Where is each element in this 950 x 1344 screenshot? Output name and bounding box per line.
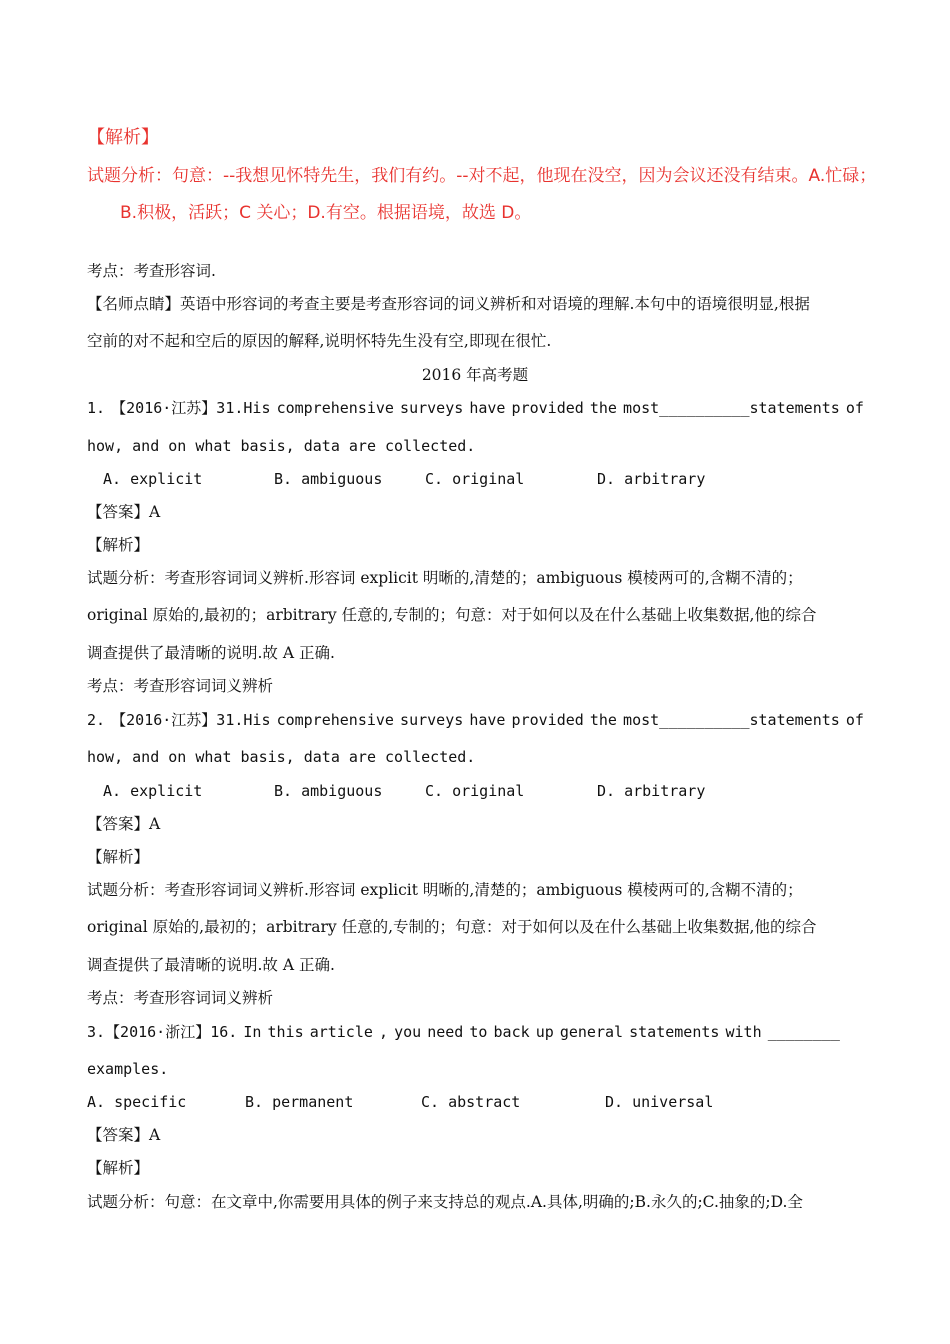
q1-word: provided <box>511 399 584 417</box>
intro-kaodian: 考点：考查形容词. <box>87 262 216 280</box>
intro-tip-line-1: 【名师点睛】英语中形容词的考查主要是考查形容词的词义辨析和对语境的理解.本句中的语境很明显,根据 <box>87 295 810 313</box>
q2-option-b: B. ambiguous <box>274 782 383 800</box>
q1-option-c: C. original <box>425 470 525 488</box>
q2-jiexi: 【解析】 <box>87 848 150 866</box>
q3-stem-line-2: examples. <box>87 1060 169 1078</box>
q3-word: to <box>469 1023 488 1041</box>
q3-word: up <box>535 1023 554 1041</box>
q3-word: In <box>243 1023 262 1041</box>
q3-word: with <box>725 1023 762 1041</box>
q3-word: general <box>559 1023 624 1041</box>
q3-word: statements <box>629 1023 720 1041</box>
q2-word: of <box>845 711 864 729</box>
q1-analysis-line-1: 试题分析：考查形容词词义辨析.形容词 explicit 明晰的,清楚的；ambiguous 模棱两可的,含糊不清的； <box>87 569 803 587</box>
q1-kaodian: 考点：考查形容词词义辨析 <box>87 677 274 695</box>
q2-word: surveys <box>400 711 464 729</box>
q3-word: you <box>394 1023 422 1041</box>
q3-analysis-line-1: 试题分析：句意：在文章中,你需要用具体的例子来支持总的观点.A.具体,明确的;B.永久的;C.抽象的;D.全 <box>87 1193 803 1211</box>
q1-stem-line-1 <box>87 398 864 418</box>
q2-word: comprehensive <box>276 711 394 729</box>
q3-option-a: A. specific <box>87 1093 187 1111</box>
q3-word: this <box>267 1023 304 1041</box>
q2-word: the <box>589 711 617 729</box>
q1-option-b: B. ambiguous <box>274 470 383 488</box>
q1-word: have <box>469 399 506 417</box>
intro-heading: 【解析】 <box>87 127 159 148</box>
q3-word: 3.【2016·浙江】16. <box>87 1023 238 1041</box>
q1-word: 【2016·江苏】31.His <box>111 399 271 417</box>
q1-answer: 【答案】A <box>87 503 161 521</box>
q3-stem-line-1 <box>87 1022 840 1042</box>
q2-word: most__________statements <box>623 711 840 729</box>
q1-option-a: A. explicit <box>103 470 203 488</box>
q3-option-d: D. universal <box>605 1093 714 1111</box>
q3-answer: 【答案】A <box>87 1126 161 1144</box>
q1-word: comprehensive <box>276 399 394 417</box>
q1-word: 1. <box>87 399 106 417</box>
q1-option-d: D. arbitrary <box>597 470 706 488</box>
q1-analysis-line-3: 调查提供了最清晰的说明.故 A 正确. <box>87 644 335 662</box>
q3-word: , <box>378 1023 388 1041</box>
q1-word: most__________statements <box>623 399 840 417</box>
q2-option-a: A. explicit <box>103 782 203 800</box>
q1-jiexi: 【解析】 <box>87 536 150 554</box>
q3-option-b: B. permanent <box>245 1093 354 1111</box>
q2-answer: 【答案】A <box>87 815 161 833</box>
intro-analysis-line-2: B.积极，活跃；C 关心；D.有空。根据语境，故选 D。 <box>120 203 532 223</box>
q2-word: have <box>469 711 506 729</box>
q1-analysis-line-2: original 原始的,最初的；arbitrary 任意的,专制的；句意：对于如何以及在什么基础上收集数据,他的综合 <box>87 606 817 624</box>
q2-option-c: C. original <box>425 782 525 800</box>
q3-word: back <box>493 1023 530 1041</box>
q1-word: the <box>589 399 617 417</box>
q2-analysis-line-2: original 原始的,最初的；arbitrary 任意的,专制的；句意：对于如何以及在什么基础上收集数据,他的综合 <box>87 918 817 936</box>
section-title: 2016 年高考题 <box>421 366 529 384</box>
intro-analysis-line-1: 试题分析：句意：--我想见怀特先生，我们有约。--对不起，他现在没空，因为会议还没有结束。A.忙碌； <box>87 166 877 186</box>
q3-option-c: C. abstract <box>421 1093 521 1111</box>
q3-word: need <box>427 1023 464 1041</box>
q3-jiexi: 【解析】 <box>87 1159 150 1177</box>
intro-tip-line-2: 空前的对不起和空后的原因的解释,说明怀特先生没有空,即现在很忙. <box>87 332 552 350</box>
q2-word: provided <box>511 711 584 729</box>
q2-word: 2. <box>87 711 106 729</box>
q2-stem-line-2: how, and on what basis, data are collected. <box>87 748 476 766</box>
q2-option-d: D. arbitrary <box>597 782 706 800</box>
q2-kaodian: 考点：考查形容词词义辨析 <box>87 989 274 1007</box>
q2-analysis-line-3: 调查提供了最清晰的说明.故 A 正确. <box>87 956 335 974</box>
q3-word: article <box>309 1023 373 1041</box>
q3-word: ________ <box>767 1023 840 1041</box>
q2-analysis-line-1: 试题分析：考查形容词词义辨析.形容词 explicit 明晰的,清楚的；ambiguous 模棱两可的,含糊不清的； <box>87 881 803 899</box>
q2-word: 【2016·江苏】31.His <box>111 711 271 729</box>
q1-word: surveys <box>400 399 464 417</box>
q2-stem-line-1 <box>87 710 864 730</box>
q1-word: of <box>845 399 864 417</box>
q1-stem-line-2: how, and on what basis, data are collected. <box>87 437 476 455</box>
